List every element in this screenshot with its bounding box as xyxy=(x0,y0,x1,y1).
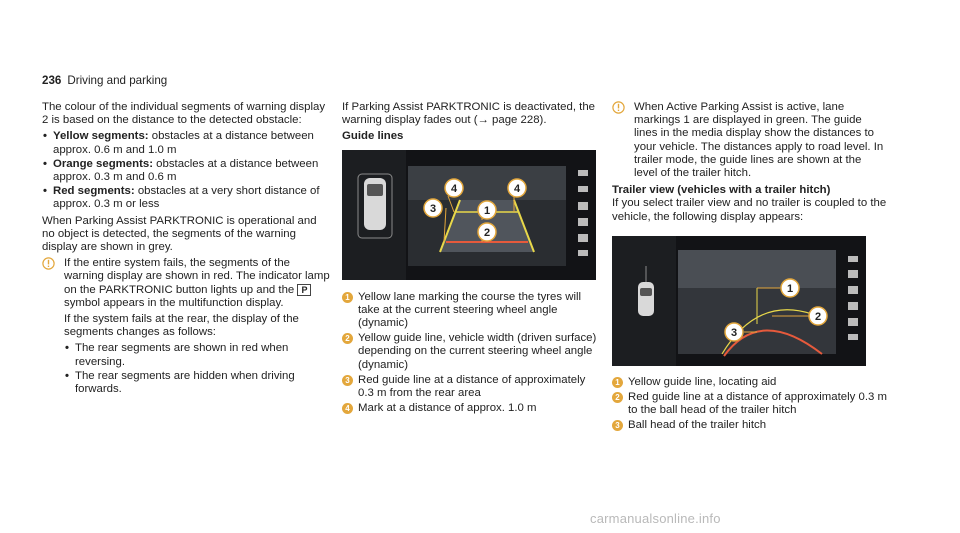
legend-item: 1 Yellow lane marking the course the tyres will take at the current steering wheel angle (dynamic) xyxy=(342,291,604,331)
callout-1 xyxy=(781,279,799,297)
legend-item: 3 Red guide line at a distance of approximately 0.3 m from the rear area xyxy=(342,374,604,400)
svg-text:4: 4 xyxy=(450,182,458,195)
callout-4-right xyxy=(508,179,526,197)
list-item: • The rear segments are shown in red when reversing. xyxy=(64,342,332,368)
legend-item: 2 Yellow guide line, vehicle width (driven surface) depending on the current steering wheel angle (dynamic) xyxy=(342,332,604,372)
trailer-camera-view xyxy=(612,236,866,366)
guide-lines-screen-image xyxy=(342,150,596,280)
section-title: Driving and parking xyxy=(67,74,168,87)
trailer-view-paragraph: If you select trailer view and no trailer is coupled to the vehicle, the following display appears: xyxy=(612,197,887,223)
column-3 xyxy=(612,101,887,435)
info-note: If the entire system fails, the segments of the warning display are shown in red. The indicator lamp on the PARKTRONIC button lights up and the P symbol appears in the multifunction display. If the system fails at the rear, the display of the segments changes as follows: xyxy=(42,257,332,339)
list-item: • Yellow segments: obstacles at a distance between approx. 0.6 m and 1.0 m xyxy=(42,130,332,156)
intro-paragraph: The colour of the individual segments of warning display 2 is based on the distance to the detected obstacle: xyxy=(42,101,326,127)
trailer-view-screen-image xyxy=(612,236,866,366)
svg-text:2: 2 xyxy=(814,310,822,323)
list-item: • Red segments: obstacles at a very short distance of approx. 0.3 m or less xyxy=(42,185,332,211)
svg-text:3: 3 xyxy=(429,202,437,215)
column-2 xyxy=(342,101,604,417)
list-item: • The rear segments are hidden when driving forwards. xyxy=(64,370,332,396)
callout-1 xyxy=(478,201,496,219)
parktronic-symbol-icon: P xyxy=(297,284,311,296)
watermark: carmanualsonline.info xyxy=(590,511,721,526)
guide-lines-heading: Guide lines xyxy=(342,130,404,143)
svg-text:1: 1 xyxy=(786,282,794,295)
column-1 xyxy=(42,101,332,399)
callout-2 xyxy=(478,223,496,241)
svg-text:2: 2 xyxy=(483,226,491,239)
legend-item: 3 Ball head of the trailer hitch xyxy=(612,419,887,432)
callout-3 xyxy=(424,199,442,217)
page-number: 236 xyxy=(42,74,62,87)
rear-camera-view xyxy=(342,150,596,280)
svg-text:4: 4 xyxy=(513,182,521,195)
trailer-view-heading: Trailer view (vehicles with a trailer hitch) xyxy=(612,184,831,197)
info-note xyxy=(612,101,887,180)
operational-paragraph: When Parking Assist PARKTRONIC is operational and no object is detected, the segments of the warning display are shown in grey. xyxy=(42,214,317,254)
legend-item: 4 Mark at a distance of approx. 1.0 m xyxy=(342,402,604,415)
info-icon xyxy=(42,257,55,270)
failure-paragraph: If the system fails at the rear, the display of the segments changes as follows: xyxy=(64,313,299,339)
info-icon xyxy=(612,101,625,114)
callout-2 xyxy=(809,307,827,325)
car-top-view-icon xyxy=(638,282,654,316)
list-item: • Orange segments: obstacles at a distance between approx. 0.3 m and 0.6 m xyxy=(42,158,332,184)
svg-text:1: 1 xyxy=(483,204,491,217)
legend-item: 1 Yellow guide line, locating aid xyxy=(612,376,887,389)
callout-4-left xyxy=(445,179,463,197)
callout-3 xyxy=(725,323,743,341)
failure-list xyxy=(42,342,332,396)
guide-lines-legend xyxy=(342,291,604,416)
legend-item: 2 Red guide line at a distance of approximately 0.3 m to the ball head of the trailer hitch xyxy=(612,391,887,417)
trailer-view-legend xyxy=(612,376,887,433)
segment-color-list xyxy=(42,130,332,211)
active-parking-note: When Active Parking Assist is active, lane markings 1 are displayed in green. The guide lines in the media display show the distances to your vehicle. The distances apply to road level. In trailer mode, the guide lines are shown at the level of the trailer hitch. xyxy=(634,101,884,180)
svg-text:3: 3 xyxy=(730,326,738,339)
page-header xyxy=(42,74,167,87)
deactivated-paragraph: If Parking Assist PARKTRONIC is deactivated, the warning display fades out (→ page 228). xyxy=(342,101,596,127)
